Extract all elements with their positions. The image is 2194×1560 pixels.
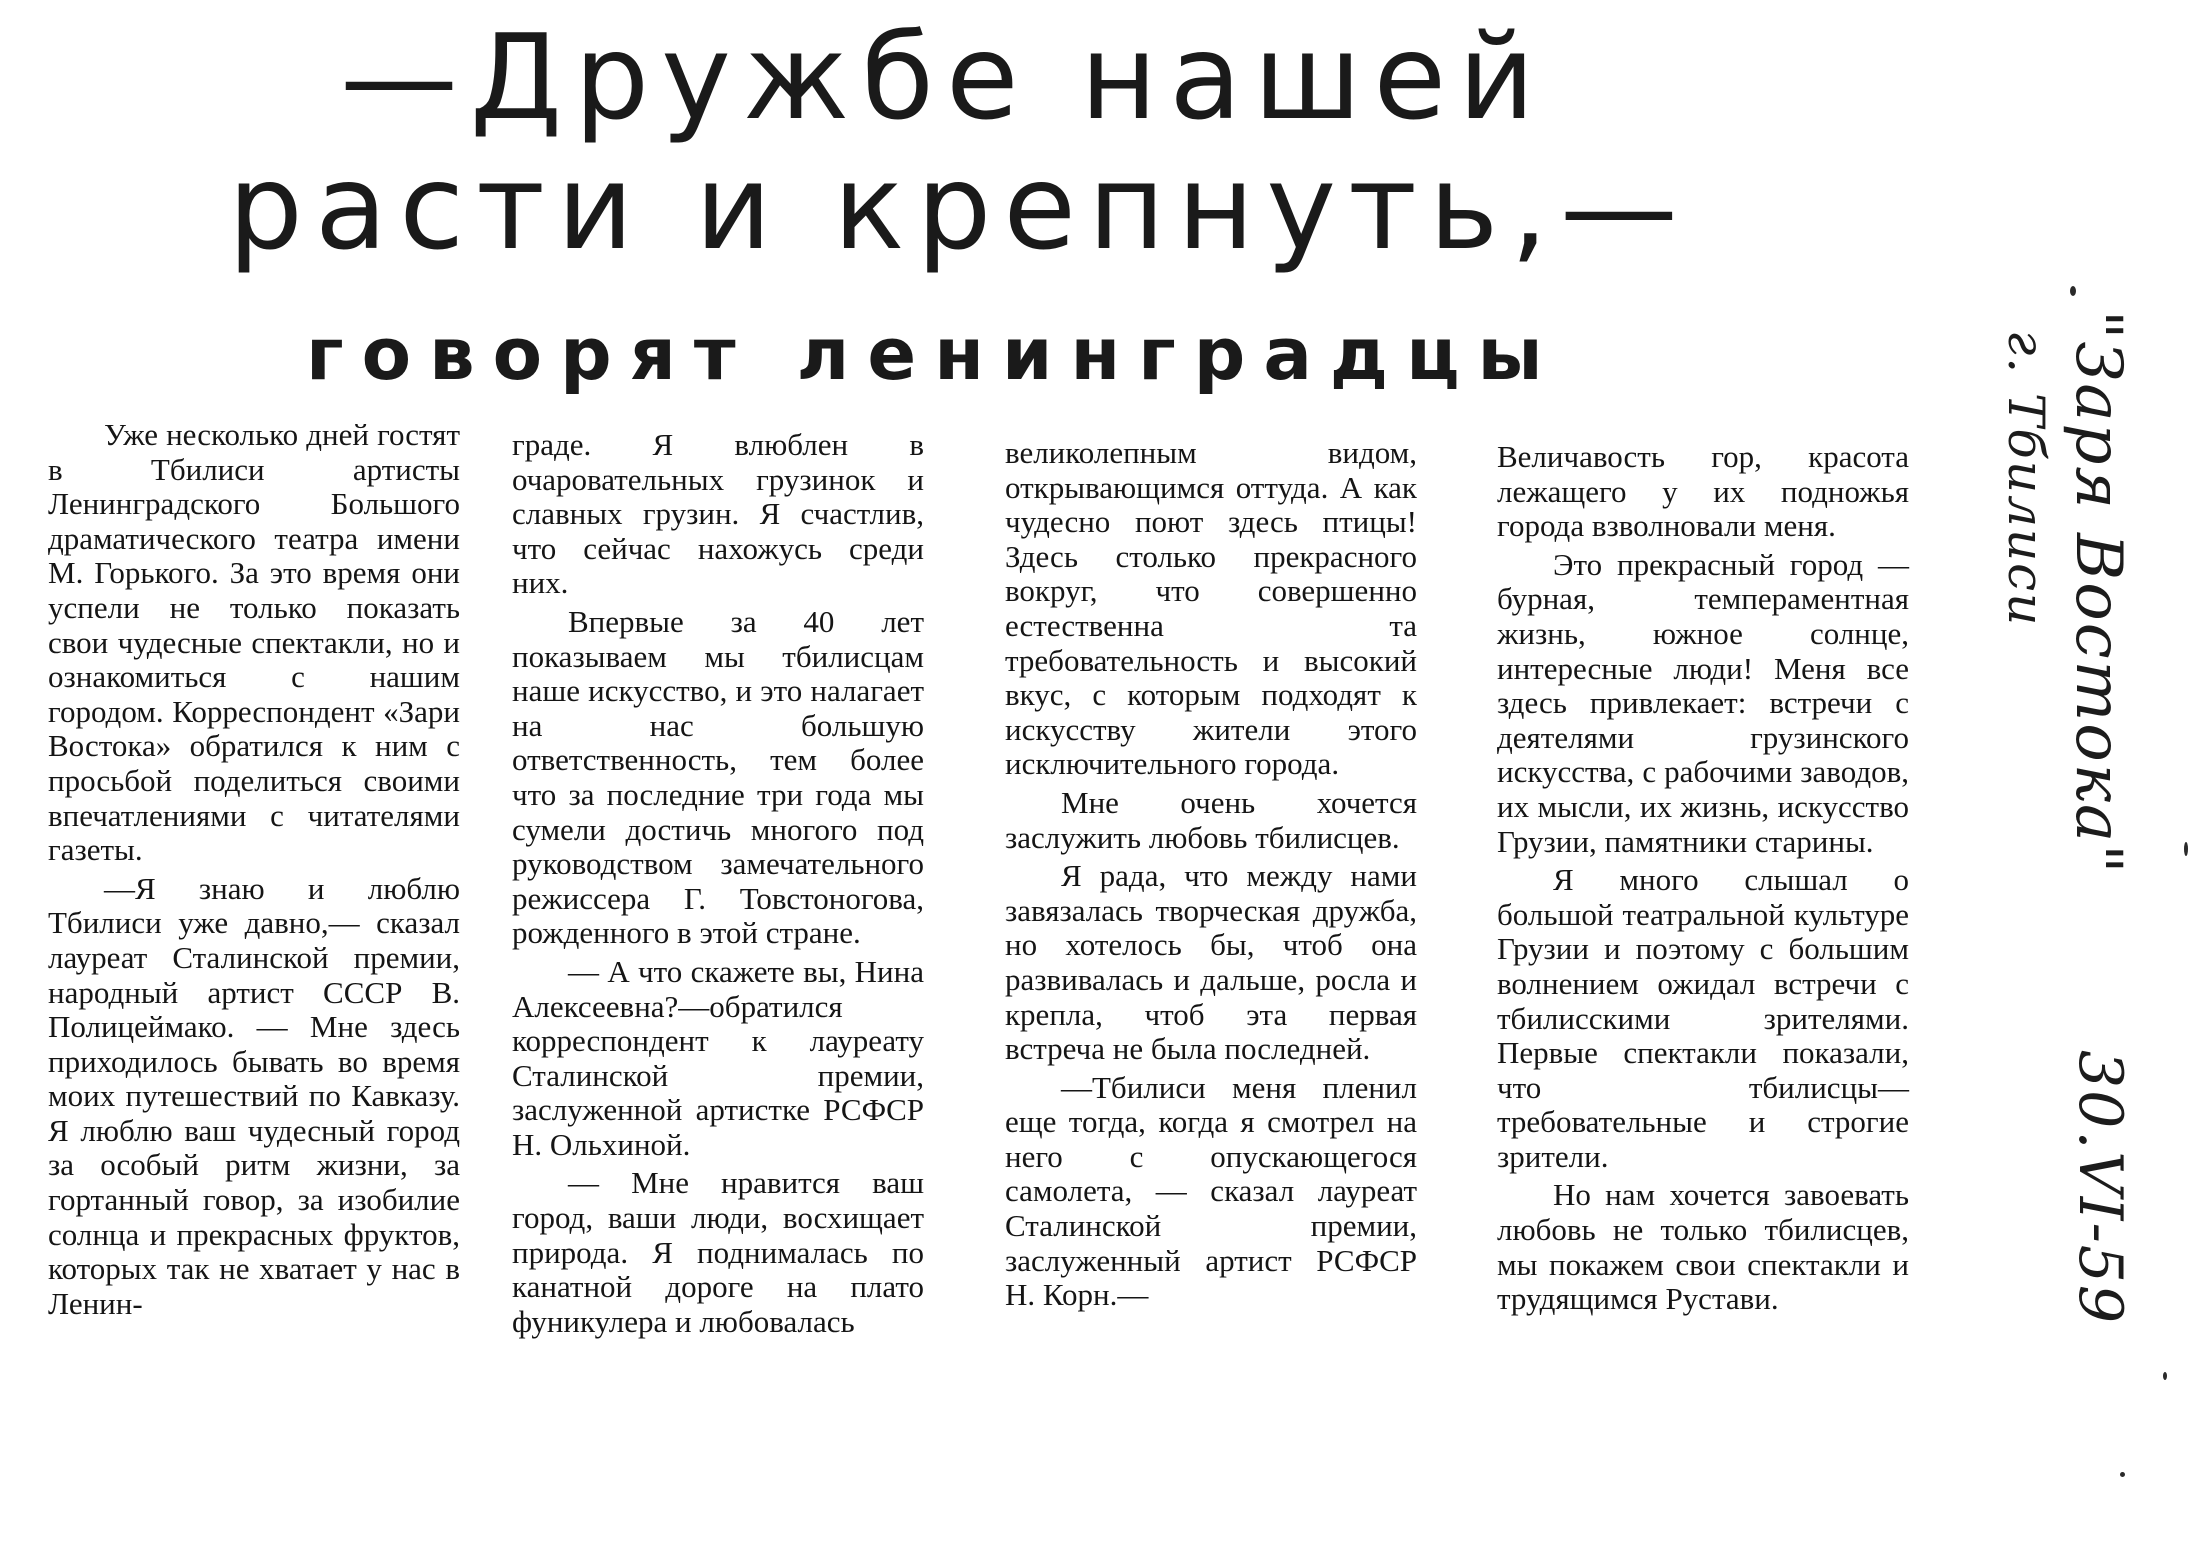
headline-line-2: расти и крепнуть,— xyxy=(228,138,1690,276)
scan-speck xyxy=(2163,1372,2167,1380)
article-column-2 xyxy=(512,428,924,1548)
paragraph: —Я знаю и люблю Тбилиси уже давно,— сказал лауреат Сталинской премии, народный артист СССР В. Полицеймако. — Мне здесь приходилось бывать во время моих путешествий по Кавказу. Я люблю ваш чудесный город за особый ритм жизни, за гортанный говор, за изобилие солнца и прекрасных фруктов, которых так не хватает у нас в Ленин- xyxy=(48,870,460,1321)
paragraph: граде. Я влюблен в очаровательных грузинок и славных грузин. Я счастлив, что сейчас нахожусь среди них. xyxy=(512,427,924,601)
handwritten-city: г. Тбилиси xyxy=(1997,330,2055,628)
article-column-4 xyxy=(1497,440,1909,1560)
paragraph: Величавость гор, красота лежащего у их подножья города взволновали меня. xyxy=(1497,439,1909,544)
paragraph: Но нам хочется завоевать любовь не только тбилисцев, мы покажем свои спектакли и трудящимся Рустави. xyxy=(1497,1177,1909,1317)
article-column-3 xyxy=(1005,436,1417,1556)
handwritten-date: 30.VI-59 xyxy=(2065,1050,2135,1326)
paragraph: Мне очень хочется заслужить любовь тбилисцев. xyxy=(1005,784,1417,855)
paragraph: Я много слышал о большой театральной культуре Грузии и поэтому с большим волнением ожидал встречи с тбилисскими зрителями. Первые спектакли показали, что тбилисцы— требовательные и строгие зрители. xyxy=(1497,862,1909,1174)
paragraph: Это прекрасный город — бурная, темпераментная жизнь, южное солнце, интересные люди! Меня все здесь привлекает: встречи с деятелями грузинского искусства, с рабочими заводов, их мысли, их жизнь, искусство Грузии, памятники старины. xyxy=(1497,546,1909,859)
scan-speck xyxy=(2184,842,2188,856)
headline-line-1: —Дружбе нашей xyxy=(340,8,1547,146)
article-column-1 xyxy=(48,418,460,1538)
paragraph: Впервые за 40 лет показываем мы тбилисцам наше искусство, и это налагает на нас большую ответственность, тем более что за последние три года мы сумели достичь многого под руководством замечательного режиссера Г. Товстоногова, рожденного в этой стране. xyxy=(512,603,924,951)
paragraph: —Тбилиси меня пленил еще тогда, когда я смотрел на него с опускающегося самолета, — сказал лауреат Сталинской премии, заслуженный артист РСФСР Н. Корн.— xyxy=(1005,1069,1417,1313)
scan-speck xyxy=(2070,286,2076,296)
headline-subtitle: говорят ленинградцы xyxy=(306,312,1561,396)
paragraph: Я рада, что между нами завязалась творческая дружба, но хотелось бы, чтоб она развивалась и дальше, росла и крепла, чтоб эта первая встреча не была последней. xyxy=(1005,858,1417,1067)
paragraph: Уже несколько дней гостят в Тбилиси артисты Ленинградского Большого драматического театра имени М. Горького. За это время они успели не только показать свои чудесные спектакли, но и ознакомиться с нашим городом. Корреспондент «Зари Востока» обратился к ним с просьбой поделиться своими впечатлениями с читателями газеты. xyxy=(48,417,460,868)
paragraph: — А что скажете вы, Нина Алексеевна?—обратился корреспондент к лауреату Сталинской премии, заслуженной артистке РСФСР Н. Ольхиной. xyxy=(512,953,924,1162)
paragraph: — Мне нравится ваш город, ваши люди, восхищает природа. Я поднималась по канатной дороге на плато фуникулера и любовалась xyxy=(512,1165,924,1339)
handwritten-annotation xyxy=(1985,310,2155,1350)
handwritten-source: "Заря Востока" xyxy=(2061,310,2135,876)
paragraph: великолепным видом, открывающимся оттуда. А как чудесно поют здесь птицы! Здесь столько прекрасного вокруг, что совершенно естественна та требовательность и высокий вкус, с которым подходят к искусству жители этого исключительного города. xyxy=(1005,435,1417,782)
scan-speck xyxy=(2120,1472,2125,1477)
